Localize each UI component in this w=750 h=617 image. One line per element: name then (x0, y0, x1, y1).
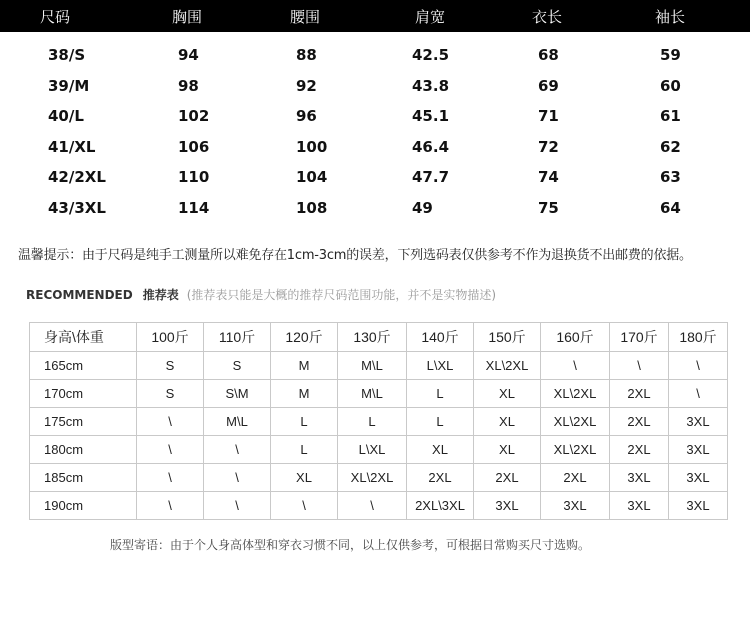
size-value: 49 (412, 198, 433, 217)
size-recommendation: XL (474, 380, 541, 408)
size-recommendation: \ (204, 464, 271, 492)
size-recommendation: XL\2XL (541, 436, 610, 464)
size-recommendation: 3XL (669, 436, 728, 464)
size-value: 114 (178, 198, 210, 217)
size-recommendation: XL (407, 436, 474, 464)
size-recommendation: M\L (338, 352, 407, 380)
header-size: 尺码 (40, 8, 71, 26)
size-value: 108 (296, 198, 328, 217)
size-value: 96 (296, 107, 317, 125)
weight-header: 140斤 (407, 323, 474, 352)
size-recommendation: 3XL (610, 492, 669, 520)
recommended-title (26, 286, 496, 303)
height-label: 185cm (30, 464, 137, 492)
size-recommendation: \ (137, 464, 204, 492)
size-recommendation: S (137, 352, 204, 380)
size-row (0, 42, 750, 73)
size-chart-body (0, 42, 750, 225)
footer-note: 版型寄语：由于个人身高体型和穿衣习惯不同，以上仅供参考，可根据日常购买尺寸选购。 (110, 538, 591, 552)
size-recommendation: L (338, 408, 407, 436)
weight-header: 170斤 (610, 323, 669, 352)
size-value: 62 (660, 137, 681, 156)
header-shoulder: 肩宽 (415, 8, 446, 26)
size-value: 72 (538, 137, 559, 156)
table-header-row (30, 323, 728, 352)
size-recommendation: \ (669, 352, 728, 380)
size-value: 47.7 (412, 168, 450, 186)
height-label: 165cm (30, 352, 137, 380)
size-recommendation: XL\2XL (474, 352, 541, 380)
size-recommendation: XL (271, 464, 338, 492)
weight-header: 180斤 (669, 323, 728, 352)
size-recommendation: 3XL (474, 492, 541, 520)
size-value: 63 (660, 168, 681, 186)
size-value: 110 (178, 168, 210, 186)
size-value: 106 (178, 137, 210, 156)
size-value: 68 (538, 46, 559, 64)
measurement-note: 温馨提示：由于尺码是纯手工测量所以难免存在1cm-3cm的误差，下列选码表仅供参考不作为退换货不出邮费的依据。 (18, 248, 692, 263)
size-recommendation: XL\2XL (541, 408, 610, 436)
weight-header: 110斤 (204, 323, 271, 352)
size-row (0, 164, 750, 195)
size-value: 104 (296, 168, 328, 186)
size-recommendation: L (407, 408, 474, 436)
recommendation-table (29, 322, 728, 520)
size-recommendation: M (271, 352, 338, 380)
size-recommendation: M (271, 380, 338, 408)
weight-header: 100斤 (137, 323, 204, 352)
size-recommendation: L\XL (407, 352, 474, 380)
size-value: 64 (660, 198, 681, 217)
size-recommendation: 3XL (610, 464, 669, 492)
size-recommendation: 2XL (610, 380, 669, 408)
size-recommendation: L\XL (338, 436, 407, 464)
size-recommendation: \ (137, 408, 204, 436)
size-row (0, 73, 750, 104)
size-recommendation: 3XL (669, 492, 728, 520)
size-recommendation: \ (137, 436, 204, 464)
size-recommendation: XL\2XL (541, 380, 610, 408)
size-value: 69 (538, 76, 559, 95)
height-label: 170cm (30, 380, 137, 408)
size-recommendation: M\L (204, 408, 271, 436)
size-value: 98 (178, 76, 199, 95)
size-label: 41/XL (48, 137, 96, 156)
size-value: 42.5 (412, 46, 450, 64)
size-recommendation: S (204, 352, 271, 380)
size-recommendation: 2XL (610, 408, 669, 436)
size-label: 39/M (48, 76, 90, 95)
size-recommendation: \ (610, 352, 669, 380)
size-recommendation: M\L (338, 380, 407, 408)
size-value: 59 (660, 46, 681, 64)
size-value: 88 (296, 46, 317, 64)
size-recommendation: L (407, 380, 474, 408)
size-recommendation: \ (271, 492, 338, 520)
size-recommendation: 3XL (541, 492, 610, 520)
size-label: 38/S (48, 46, 86, 64)
size-label: 40/L (48, 107, 84, 125)
size-value: 92 (296, 76, 317, 95)
size-recommendation: 3XL (669, 408, 728, 436)
size-recommendation: \ (669, 380, 728, 408)
size-recommendation: \ (204, 436, 271, 464)
size-recommendation: \ (338, 492, 407, 520)
table-row (30, 436, 728, 464)
header-sleeve: 袖长 (655, 8, 686, 26)
size-recommendation: \ (541, 352, 610, 380)
table-row (30, 464, 728, 492)
size-recommendation: 2XL\3XL (407, 492, 474, 520)
size-recommendation: 2XL (610, 436, 669, 464)
header-waist: 腰围 (290, 8, 321, 26)
size-value: 45.1 (412, 107, 450, 125)
size-recommendation: 2XL (407, 464, 474, 492)
height-label: 190cm (30, 492, 137, 520)
weight-header: 130斤 (338, 323, 407, 352)
size-recommendation: XL (474, 408, 541, 436)
table-row (30, 408, 728, 436)
size-value: 46.4 (412, 137, 450, 156)
size-recommendation: XL (474, 436, 541, 464)
header-chest: 胸围 (172, 8, 203, 26)
size-label: 42/2XL (48, 168, 106, 186)
size-value: 94 (178, 46, 199, 64)
size-row (0, 103, 750, 134)
height-label: 180cm (30, 436, 137, 464)
height-weight-header: 身高\体重 (30, 323, 137, 352)
weight-header: 160斤 (541, 323, 610, 352)
size-recommendation: 2XL (474, 464, 541, 492)
size-value: 102 (178, 107, 210, 125)
size-recommendation: XL\2XL (338, 464, 407, 492)
size-recommendation: \ (204, 492, 271, 520)
size-value: 74 (538, 168, 559, 186)
height-label: 175cm (30, 408, 137, 436)
size-value: 71 (538, 107, 559, 125)
table-row (30, 492, 728, 520)
weight-header: 120斤 (271, 323, 338, 352)
table-row (30, 380, 728, 408)
weight-header: 150斤 (474, 323, 541, 352)
size-value: 43.8 (412, 76, 450, 95)
recommended-title-en: RECOMMENDED (26, 288, 133, 302)
size-recommendation: L (271, 408, 338, 436)
size-recommendation: 3XL (669, 464, 728, 492)
recommended-description: (推荐表只能是大概的推荐尺码范围功能，并不是实物描述) (186, 288, 497, 302)
size-recommendation: L (271, 436, 338, 464)
size-row (0, 134, 750, 165)
size-recommendation: \ (137, 492, 204, 520)
size-recommendation: 2XL (541, 464, 610, 492)
size-value: 75 (538, 198, 559, 217)
header-length: 衣长 (532, 8, 563, 26)
size-value: 61 (660, 107, 681, 125)
size-value: 60 (660, 76, 681, 95)
size-recommendation: S\M (204, 380, 271, 408)
size-row (0, 195, 750, 226)
recommended-title-cn: 推荐表 (142, 288, 179, 302)
size-recommendation: S (137, 380, 204, 408)
size-label: 43/3XL (48, 198, 106, 217)
size-chart-header (0, 0, 750, 32)
size-value: 100 (296, 137, 328, 156)
table-row (30, 352, 728, 380)
